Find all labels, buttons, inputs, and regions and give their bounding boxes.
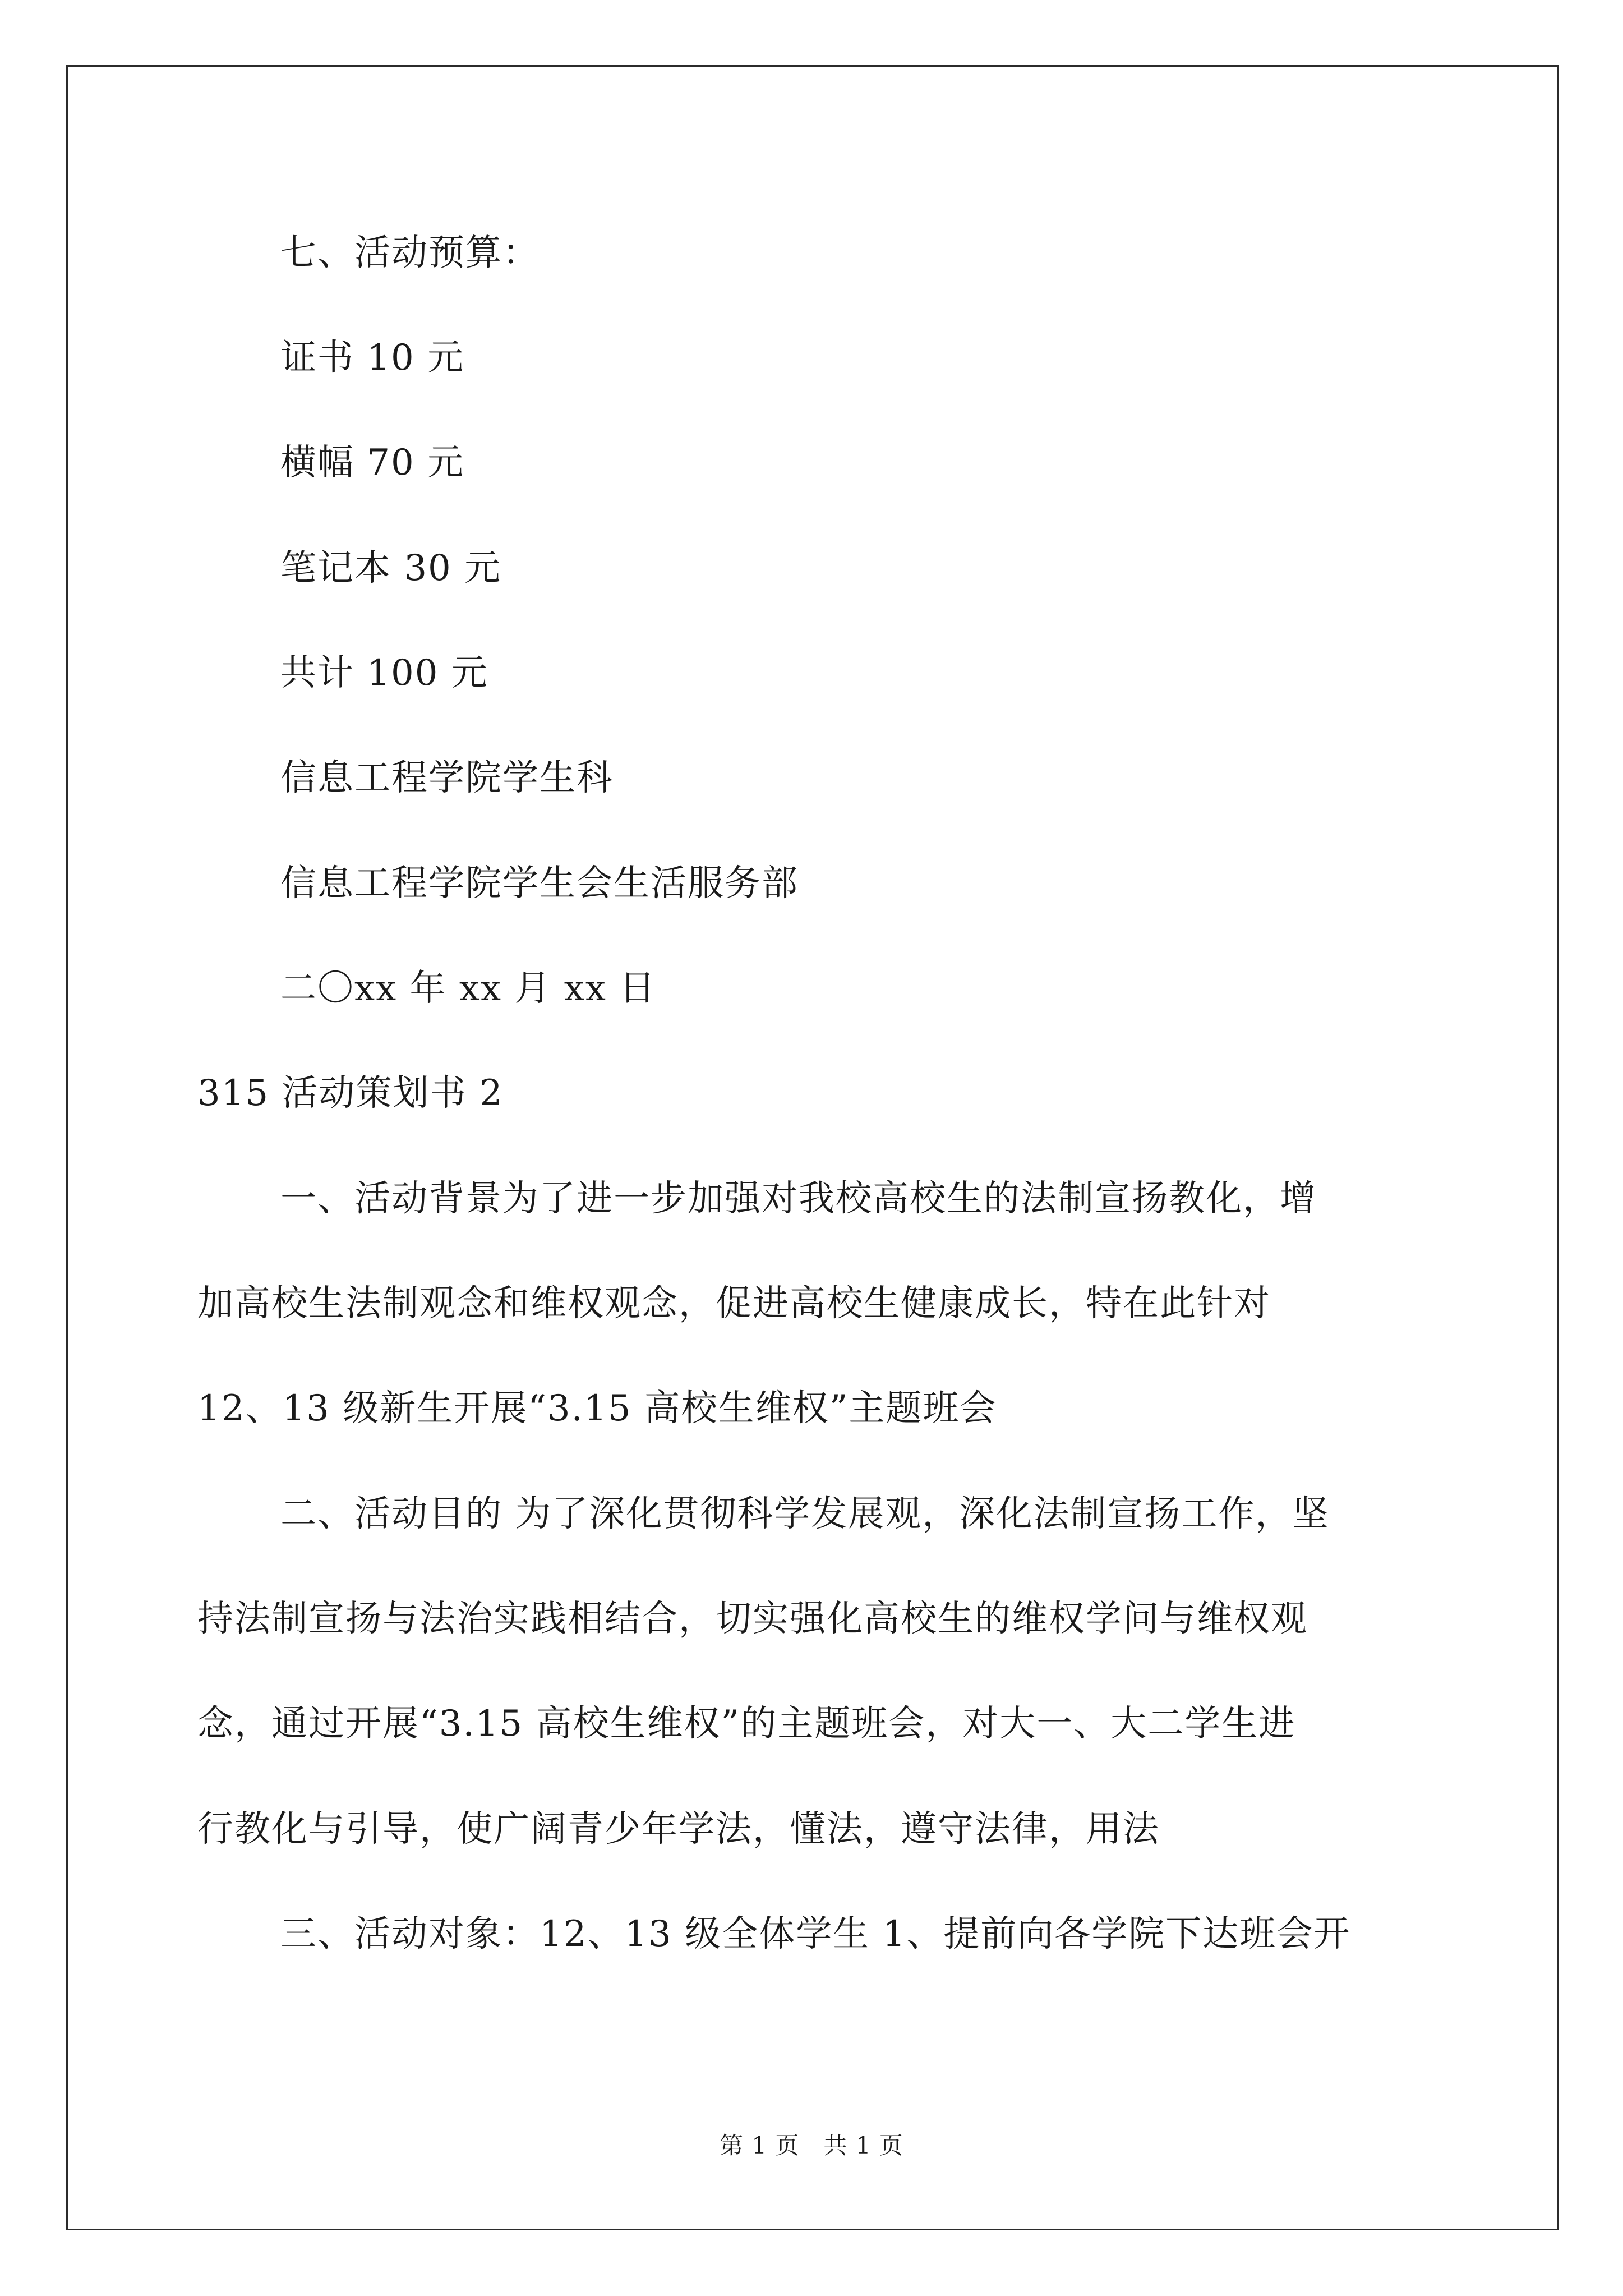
text-line-background-2: 加高校生法制观念和维权观念，促进高校生健康成长，特在此针对 bbox=[197, 1283, 1271, 1324]
text-line-purpose-2: 持法制宣扬与法治实践相结合，切实强化高校生的维权学问与维权观 bbox=[197, 1598, 1308, 1640]
text-line-background-1: 一、活动背景为了进一步加强对我校高校生的法制宣扬教化，增 bbox=[280, 1178, 1317, 1220]
text-line-purpose-3: 念，通过开展“3.15 高校生维权”的主题班会，对大一、大二学生进 bbox=[197, 1703, 1296, 1745]
text-line-target: 三、活动对象：12、13 级全体学生 1、提前向各学院下达班会开 bbox=[280, 1913, 1351, 1955]
page-footer: 第 1 页 共 1 页 bbox=[720, 2132, 903, 2159]
section-title: 315 活动策划书 2 bbox=[197, 1073, 504, 1114]
text-line-background-3: 12、13 级新生开展“3.15 高校生维权”主题班会 bbox=[197, 1388, 997, 1429]
text-line-org-2: 信息工程学院学生会生活服务部 bbox=[280, 863, 799, 904]
text-line-date: 二〇xx 年 xx 月 xx 日 bbox=[280, 968, 657, 1009]
text-line-purpose-4: 行教化与引导，使广阔青少年学法，懂法，遵守法律，用法 bbox=[197, 1809, 1160, 1850]
text-line-notebook: 笔记本 30 元 bbox=[280, 547, 502, 589]
text-line-purpose-1: 二、活动目的 为了深化贯彻科学发展观，深化法制宣扬工作，坚 bbox=[280, 1493, 1330, 1535]
text-line-org-1: 信息工程学院学生科 bbox=[280, 757, 614, 799]
page-border bbox=[66, 65, 1559, 2230]
text-line-total: 共计 100 元 bbox=[280, 652, 488, 694]
text-line-banner: 横幅 70 元 bbox=[280, 442, 465, 484]
text-line-certificate: 证书 10 元 bbox=[280, 337, 465, 379]
text-line-budget-heading: 七、活动预算： bbox=[280, 232, 540, 274]
